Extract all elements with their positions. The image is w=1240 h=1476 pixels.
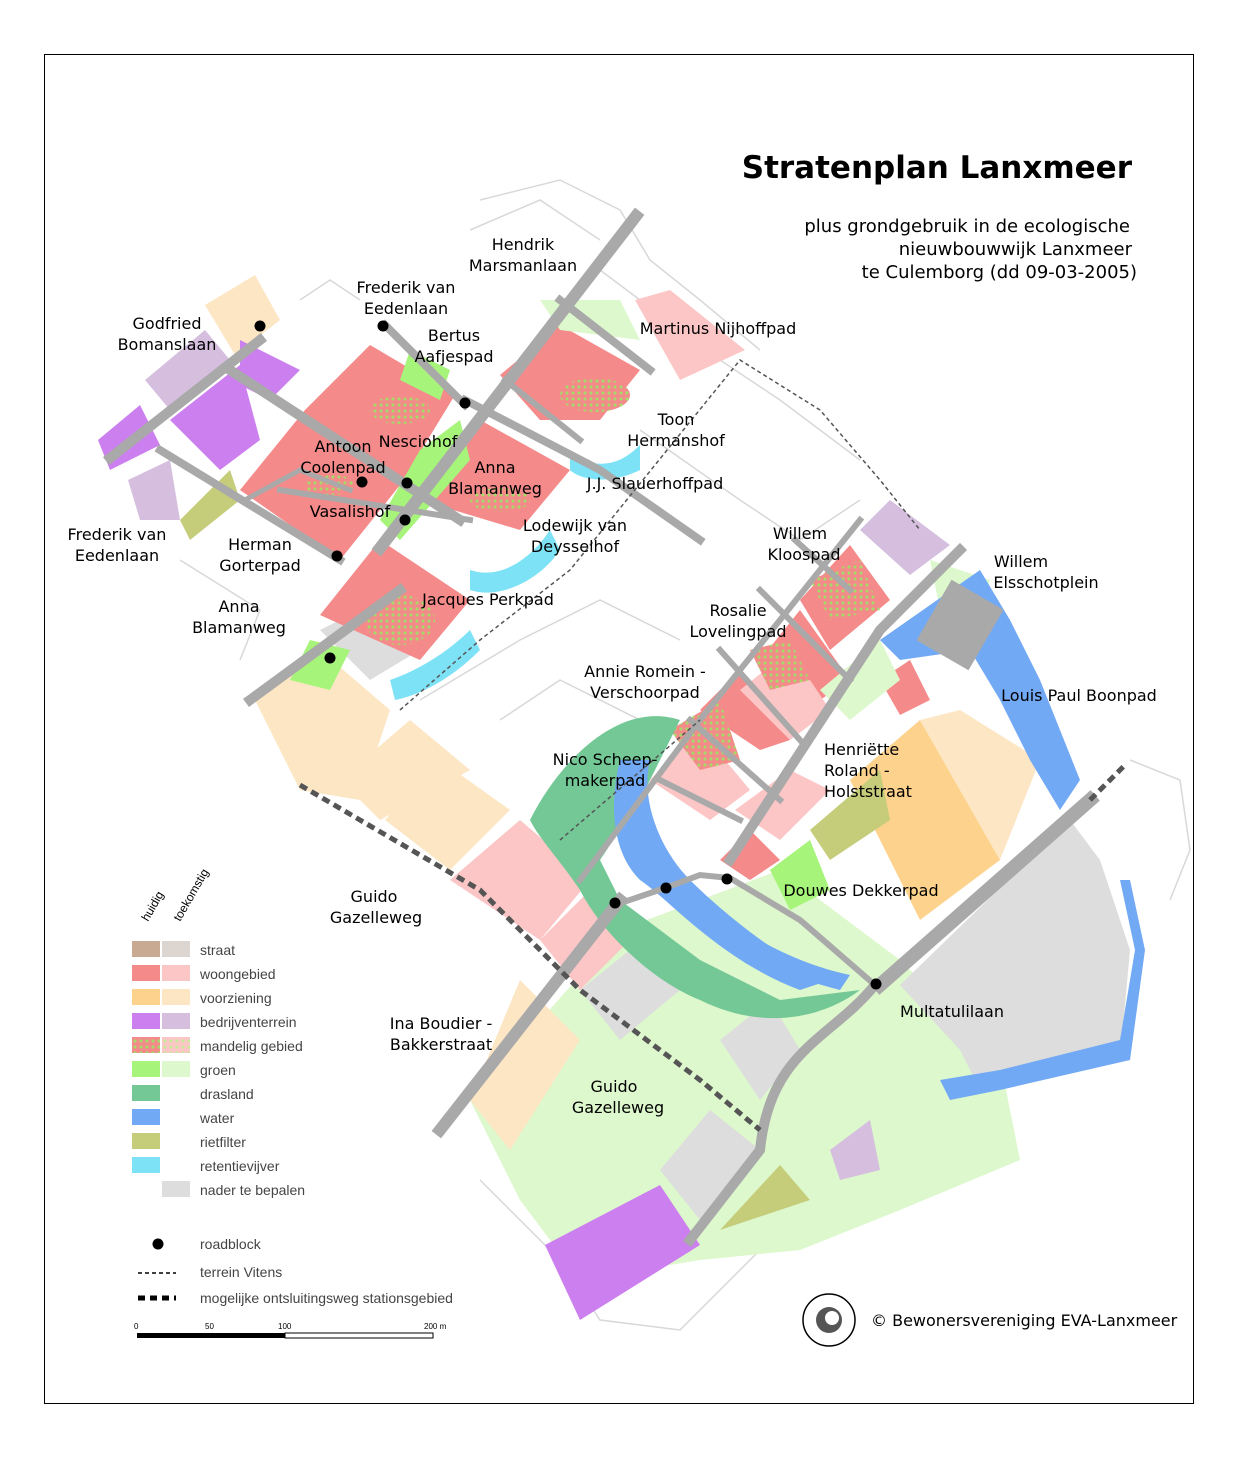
street-label: Douwes Dekkerpad bbox=[783, 881, 939, 900]
scale-tick: 100 bbox=[278, 1322, 292, 1331]
map-subtitle-1: plus grondgebruik in de ecologische bbox=[804, 216, 1130, 237]
scale-bar-black bbox=[137, 1333, 285, 1338]
roadblock bbox=[255, 321, 266, 332]
street-label: Louis Paul Boonpad bbox=[1001, 686, 1157, 705]
legend-label: rietfilter bbox=[200, 1134, 246, 1150]
swatch-drasland bbox=[132, 1085, 160, 1101]
scale-tick: 0 bbox=[134, 1322, 139, 1331]
swatch-bedrijf-future bbox=[162, 1013, 190, 1029]
roadblock bbox=[402, 478, 413, 489]
street-label: Frederik van Eedenlaan bbox=[356, 278, 456, 318]
street-label: Anna Blamanweg bbox=[448, 458, 542, 498]
map-subtitle-2: nieuwbouwwijk Lanxmeer bbox=[898, 239, 1132, 260]
scale-tick: 50 bbox=[205, 1322, 214, 1331]
legend-label: water bbox=[200, 1110, 235, 1126]
legend-label: bedrijventerrein bbox=[200, 1014, 297, 1030]
roadblock bbox=[325, 653, 336, 664]
copyright: © Bewonersvereniging EVA-Lanxmeer bbox=[871, 1311, 1178, 1330]
street-label: Annie Romein -Verschoorpad bbox=[584, 662, 706, 702]
street-label: Antoon Coolenpad bbox=[300, 437, 386, 477]
street-label: Multatulilaan bbox=[900, 1002, 1004, 1021]
roadblock bbox=[332, 551, 343, 562]
swatch-woon-future bbox=[162, 965, 190, 981]
roadblock bbox=[378, 321, 389, 332]
swatch-nader bbox=[162, 1181, 190, 1197]
shared-area-2 bbox=[560, 378, 630, 412]
legend-label: drasland bbox=[200, 1086, 254, 1102]
legend-label: roadblock bbox=[200, 1236, 261, 1252]
swatch-water bbox=[132, 1109, 160, 1125]
street-label: Bertus Aafjespad bbox=[414, 326, 494, 366]
street-label: Guido Gazelleweg bbox=[571, 1077, 665, 1117]
street-label: Willem Kloospad bbox=[767, 524, 841, 564]
roadblock bbox=[871, 979, 882, 990]
swatch-mandelig-future bbox=[162, 1037, 190, 1053]
legend bbox=[132, 866, 453, 1338]
street-label: Nico Scheep-makerpad bbox=[552, 750, 658, 790]
eva-logo bbox=[803, 1294, 855, 1346]
street-label: Henriëtte Roland -Holststraat bbox=[824, 740, 912, 801]
swatch-retentie bbox=[132, 1157, 160, 1173]
legend-label: mandelig gebied bbox=[200, 1038, 303, 1054]
street-label: Willem Elsschotplein bbox=[993, 552, 1099, 592]
swatch-straat-future bbox=[162, 941, 190, 957]
legend-label: retentievijver bbox=[200, 1158, 280, 1174]
swatch-bedrijf-now bbox=[132, 1013, 160, 1029]
legend-col-future: toekomstig bbox=[170, 866, 212, 924]
swatch-rietfilter bbox=[132, 1133, 160, 1149]
swatch-mandelig-now bbox=[132, 1037, 160, 1053]
street-label: Frederik van Eedenlaan bbox=[67, 525, 167, 565]
street-label: Lodewijk van Deysselhof bbox=[522, 516, 628, 556]
street-label: Martinus Nijhoffpad bbox=[639, 319, 797, 338]
swatch-woon-now bbox=[132, 965, 160, 981]
swatch-voorz-future bbox=[162, 989, 190, 1005]
street-label: Godfried Bomanslaan bbox=[117, 314, 217, 354]
street-label: J.J. Slauerhoffpad bbox=[586, 474, 724, 493]
street-label: Hendrik Marsmanlaan bbox=[468, 235, 578, 275]
street-label: Herman Gorterpad bbox=[219, 535, 301, 575]
legend-roadblock-symbol bbox=[153, 1239, 164, 1250]
roadblock bbox=[460, 398, 471, 409]
roadblock bbox=[400, 515, 411, 526]
roadblock bbox=[610, 898, 621, 909]
street-label: Jacques Perkpad bbox=[422, 590, 554, 609]
legend-label: nader te bepalen bbox=[200, 1182, 306, 1198]
swatch-groen-now bbox=[132, 1061, 160, 1077]
legend-label: groen bbox=[200, 1062, 236, 1078]
scale-tick: 200 m bbox=[424, 1322, 447, 1331]
swatch-groen-future bbox=[162, 1061, 190, 1077]
street-label: Vasalishof bbox=[309, 502, 391, 521]
street-label: Anna Blamanweg bbox=[192, 597, 286, 637]
scale-bar-white bbox=[285, 1333, 433, 1338]
legend-label: straat bbox=[200, 942, 236, 958]
map-subtitle-3: te Culemborg (dd 09-03-2005) bbox=[861, 262, 1137, 283]
legend-col-now: huidig bbox=[138, 888, 167, 924]
business-future-nw2 bbox=[128, 460, 180, 520]
legend-label: terrein Vitens bbox=[200, 1264, 283, 1280]
swatch-straat-now bbox=[132, 941, 160, 957]
legend-label: mogelijke ontsluitingsweg stationsgebied bbox=[200, 1290, 453, 1306]
shared-area-1 bbox=[370, 396, 430, 424]
street-label: Guido Gazelleweg bbox=[329, 887, 423, 927]
street-label: Nesciohof bbox=[378, 432, 458, 451]
roadblock bbox=[722, 874, 733, 885]
street-label: Ina Boudier -Bakkerstraat bbox=[389, 1014, 493, 1054]
street-label: Rosalie Lovelingpad bbox=[689, 601, 787, 641]
street-label: Toon Hermanshof bbox=[627, 410, 725, 450]
roadblock bbox=[357, 477, 368, 488]
legend-label: woongebied bbox=[200, 966, 276, 982]
roadblock bbox=[661, 883, 672, 894]
map-title: Stratenplan Lanxmeer bbox=[741, 150, 1132, 186]
swatch-voorz-now bbox=[132, 989, 160, 1005]
legend-label: voorziening bbox=[200, 990, 272, 1006]
